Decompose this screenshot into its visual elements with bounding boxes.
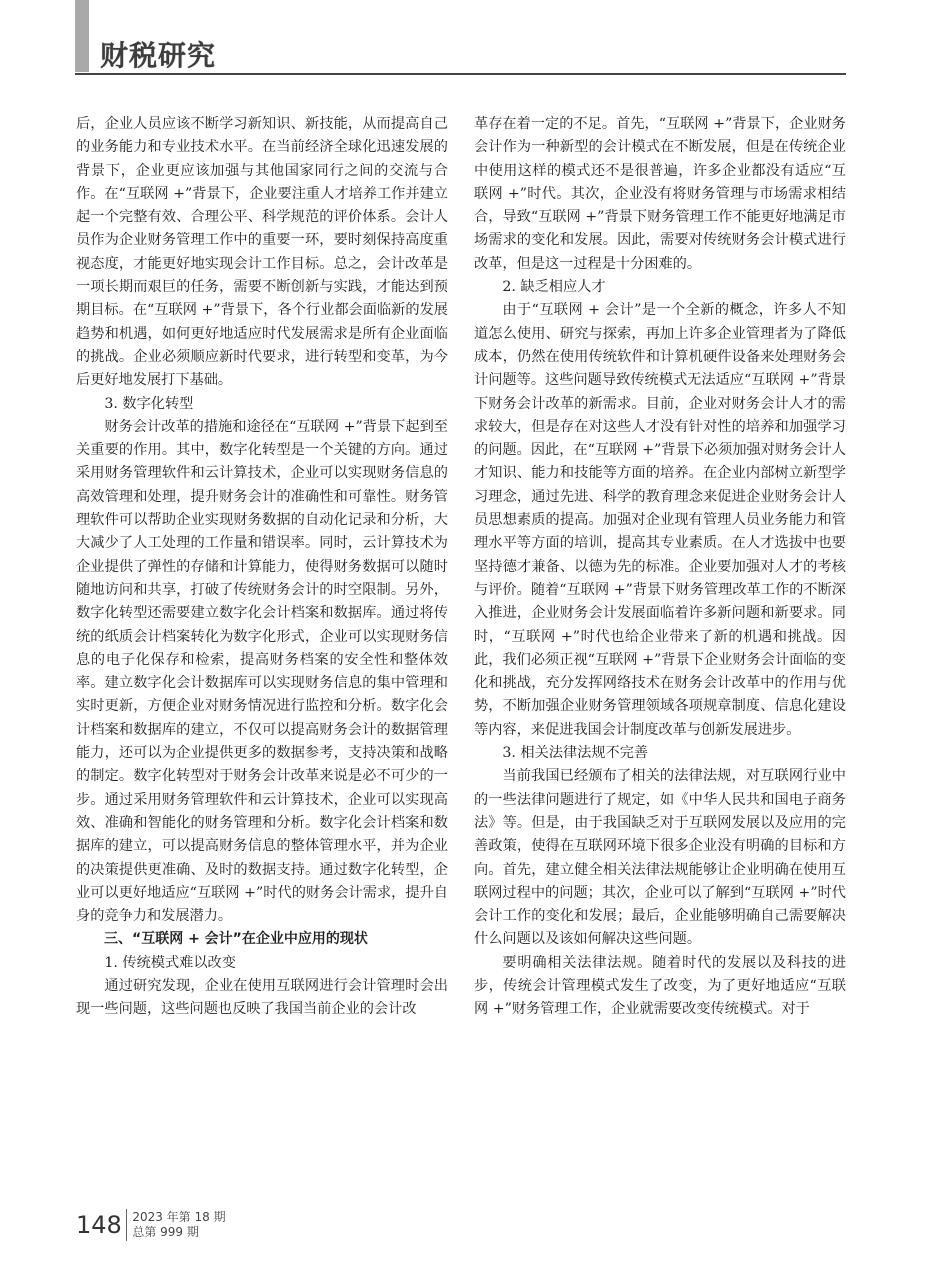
issue-line: 2023 年第 18 期 [132, 1210, 226, 1224]
paragraph: 当前我国已经颁布了相关的法律法规，对互联网行业中的一些法律问题进行了规定，如《中华人民共和国电子商务法》等。但是，由于我国缺乏对于互联网发展以及应用的完善政策，使得在互联网环境下很多企业没有明确的目标和方向。首先，建立健全相关法律法规能够让企业明确在使用互联网过程中的问题；其次，企业可以了解到“互联网 +”时代会计工作的变化和发展；最后，企业能够明确自己需要解决什么问题以及该如何解决这些问题。 [474, 768, 846, 948]
subsection-heading: 1. 传统模式难以改变 [104, 954, 236, 971]
subsection-heading: 2. 缺乏相应人才 [502, 279, 606, 296]
issue-info [132, 1210, 225, 1240]
section-title: 财税研究 [100, 39, 217, 72]
subsection-heading: 3. 相关法律法规不完善 [502, 745, 649, 762]
paragraph: 由于“互联网 + 会计”是一个全新的概念，许多人不知道怎么使用、研究与探索，再加上许多企业管理者为了降低成本，仍然在使用传统软件和计算机硬件设备来处理财务会计问题等。这些问题导致传统模式无法适应“互联网 +”背景下财务会计改革的新需求。目前，企业对财务会计人才的需求较大，但是存在对这些人才没有针对性的培养和加强学习的问题。因此，在“互联网 +”背景下必须加强对财务会计人才知识、能力和技能等方面的培养。在企业内部树立新型学习理念，通过先进、科学的教育理念来促进企业财务会计人员思想素质的提高。加强对企业现有管理人员业务能力和管理水平等方面的培训，提高其专业素质。在人才选拔中也要坚持德才兼备、以德为先的标准。企业要加强对人才的考核与评价。随着“互联网 +”背景下财务管理改革工作的不断深入推进，企业财务会计发展面临着许多新问题和新要求。同时，“互联网 +”时代也给企业带来了新的机遇和挑战。因此，我们必须正视“互联网 +”背景下企业财务会计面临的变化和挑战，充分发挥网络技术在财务会计改革中的作用与优势，不断加强企业财务管理领域各项规章制度、信息化建设等内容，来促进我国会计制度改革与创新发展进步。 [474, 302, 846, 738]
paragraph: 要明确相关法律法规。随着时代的发展以及科技的进步，传统会计管理模式发生了改变，为了更好地适应“互联网 +”财务管理工作，企业就需要改变传统模式。对于 [474, 954, 846, 1018]
header-accent-bar [75, 0, 89, 72]
total-issue-line: 总第 999 期 [132, 1225, 199, 1239]
header-rule [75, 73, 846, 75]
page-footer [76, 1209, 226, 1241]
continued-paragraph: 后，企业人员应该不断学习新知识、新技能，从而提高自己的业务能力和专业技术水平。在当前经济全球化迅速发展的背景下，企业更应该加强与其他国家同行之间的交流与合作。在“互联网 +”背景下，企业要注重人才培养工作并建立起一个完整有效、合理公平、科学规范的评价体系。会计人员作为企业财务管理工作中的重要一环，要时刻保持高度重视态度，才能更好地实现会计工作目标。总之，会计改革是一项长期而艰巨的任务，需要不断创新与实践，才能达到预期目标。在“互联网 +”背景下，各个行业都会面临新的发展趋势和机遇，如何更好地适应时代发展需求是所有企业面临的挑战。企业必须顺应新时代要求，进行转型和变革，为今后更好地发展打下基础。 [76, 116, 448, 389]
right-column [474, 113, 846, 1022]
paragraph: 财务会计改革的措施和途径在“互联网 +”背景下起到至关重要的作用。其中，数字化转型是一个关键的方向。通过采用财务管理软件和云计算技术，企业可以实现财务信息的高效管理和处理，提升财务会计的准确性和可靠性。财务管理软件可以帮助企业实现财务数据的自动化记录和分析，大大减少了人工处理的工作量和错误率。同时，云计算技术为企业提供了弹性的存储和计算能力，使得财务数据可以随时随地访问和共享，打破了传统财务会计的时空限制。另外，数字化转型还需要建立数字化会计档案和数据库。通过将传统的纸质会计档案转化为数字化形式，企业可以实现财务信息的电子化保存和检索，提高财务档案的安全性和整体效率。建立数字化会计数据库可以实现财务信息的集中管理和实时更新，方便企业对财务情况进行监控和分析。数字化会计档案和数据库的建立，不仅可以提高财务会计的数据管理能力，还可以为企业提供更多的数据参考，支持决策和战略的制定。数字化转型对于财务会计改革来说是必不可少的一步。通过采用财务管理软件和云计算技术，企业可以实现高效、准确和智能化的财务管理和分析。数字化会计档案和数据库的建立，可以提高财务信息的整体管理水平，并为企业的决策提供更准确、及时的数据支持。通过数字化转型，企业可以更好地适应“互联网 +”时代的财务会计需求，提升自身的竞争力和发展潜力。 [76, 418, 448, 925]
page-number: 148 [76, 1211, 122, 1239]
paragraph: 通过研究发现，企业在使用互联网进行会计管理时会出现一些问题，这些问题也反映了我国当前企业的会计改 [76, 977, 448, 1018]
continued-paragraph: 革存在着一定的不足。首先，“互联网 +”背景下，企业财务会计作为一种新型的会计模式在不断发展，但是在传统企业中使用这样的模式还不是很普遍，许多企业都没有适应“互联网 +”时代。其次，企业没有将财务管理与市场需求相结合，导致“互联网 +”背景下财务管理工作不能更好地满足市场需求的变化和发展。因此，需要对传统财务会计模式进行改革，但是这一过程是十分困难的。 [474, 116, 846, 272]
left-column [76, 113, 448, 1022]
section-heading: 三、“互联网 + 会计”在企业中应用的现状 [104, 931, 368, 948]
footer-divider [126, 1209, 128, 1241]
subsection-heading: 3. 数字化转型 [104, 395, 194, 412]
